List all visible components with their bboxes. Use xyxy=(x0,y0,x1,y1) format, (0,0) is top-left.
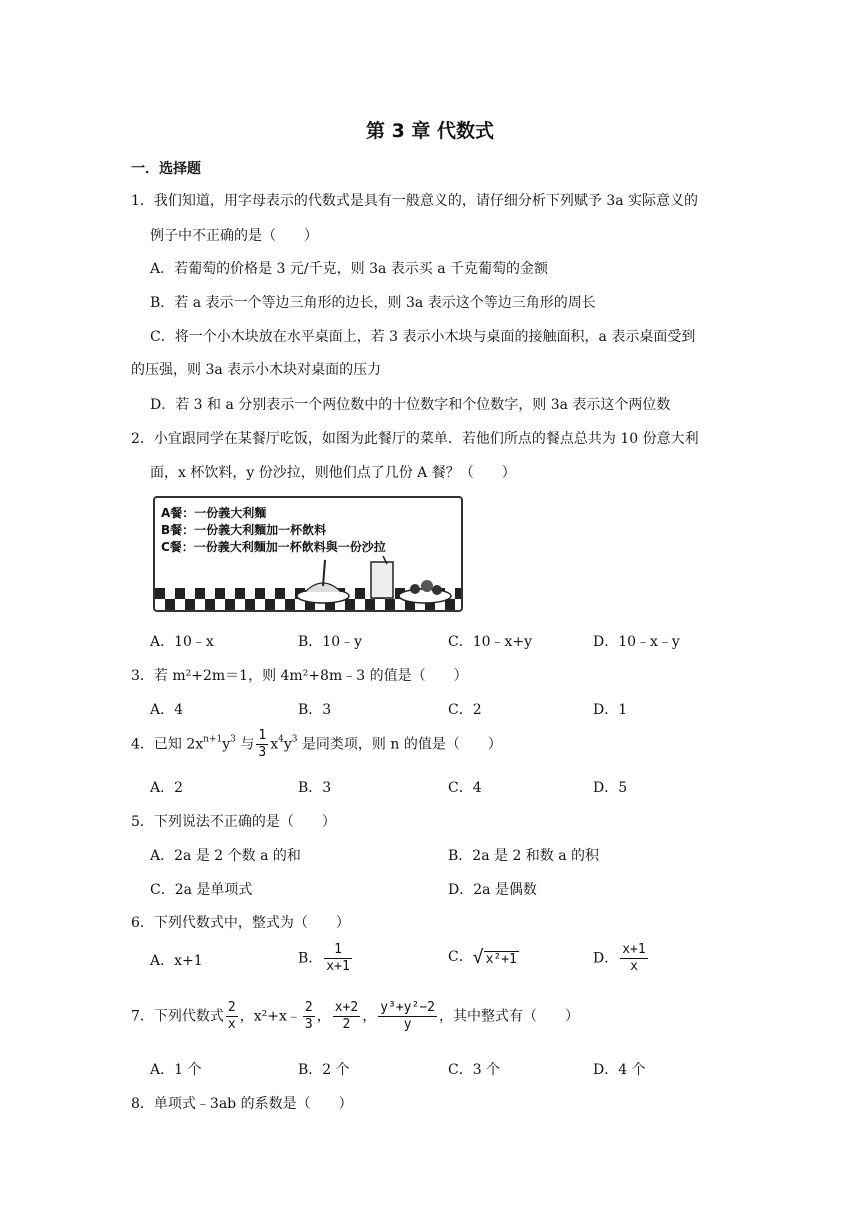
question-1-option-c-line1: C．将一个小木块放在水平桌面上，若 3 表示小木块与桌面的接触面积，a 表示桌面受到 xyxy=(150,329,696,345)
question-5-option-c: C．2a 是单项式 xyxy=(150,882,253,898)
question-7-option-a: A．1 个 xyxy=(150,1062,202,1078)
restaurant-menu-image xyxy=(153,496,463,612)
question-7-option-b: B．2 个 xyxy=(298,1062,350,1078)
question-1-option-d: D．若 3 和 a 分别表示一个两位数中的十位数字和个位数字，则 3a 表示这个两位数 xyxy=(150,397,671,413)
question-6-option-d: D． $\frac{x+1}{x}$ xyxy=(593,942,646,974)
question-4-option-c: C．4 xyxy=(448,780,482,796)
food-illustration xyxy=(295,556,455,606)
fraction-one-third: $\frac{1}{3}$ xyxy=(258,728,267,760)
question-2-option-b: B．10﹣y xyxy=(298,634,363,650)
question-5-option-b: B．2a 是 2 和数 a 的积 xyxy=(448,848,600,864)
question-1-option-a: A．若葡萄的价格是 3 元/千克，则 3a 表示买 a 千克葡萄的金额 xyxy=(150,261,549,277)
question-2-stem-line1: 2．小宜跟同学在某餐厅吃饭，如图为此餐厅的菜单．若他们所点的餐点总共为 10 份意大利 xyxy=(131,431,699,447)
question-6-option-c: C．√ x²+1 xyxy=(448,946,517,968)
section-heading: 一．选择题 xyxy=(131,161,201,177)
question-4-option-d: D．5 xyxy=(593,780,628,796)
question-2-stem-line2: 面，x 杯饮料，y 份沙拉，则他们点了几份 A 餐？（ ） xyxy=(150,465,516,481)
menu-line-a: A餐：一份義大利麵 xyxy=(161,506,267,520)
question-5-option-d: D．2a 是偶数 xyxy=(448,882,537,898)
question-6-option-a: A．x+1 xyxy=(150,953,203,969)
question-3-stem: 3．若 m²+2m＝1，则 4m²+8m﹣3 的值是（ ） xyxy=(131,668,468,684)
page-title: 第 3 章 代数式 xyxy=(365,120,495,142)
question-7-stem: 7．下列代数式 $\frac{2}{x}$ ，x²+x﹣ $\frac{2}{3}$ ， $\frac{x+2}{2}$ ， $\frac{\text{y³+y²−2}}{y}$ ，其中整式有（ ） xyxy=(131,1000,579,1032)
question-1-option-b: B．若 a 表示一个等边三角形的边长，则 3a 表示这个等边三角形的周长 xyxy=(150,295,596,311)
menu-line-b: B餐：一份義大利麵加一杯飲料 xyxy=(161,523,327,537)
question-2-option-c: C．10﹣x+y xyxy=(448,634,533,650)
square-root-expression: √ x²+1 xyxy=(472,946,517,968)
question-6-stem: 6．下列代数式中，整式为（ ） xyxy=(131,915,350,931)
menu-line-c: C餐：一份義大利麵加一杯飲料與一份沙拉 xyxy=(161,540,386,554)
question-3-option-a: A．4 xyxy=(150,702,184,718)
question-5-stem: 5．下列说法不正确的是（ ） xyxy=(131,814,336,830)
question-3-option-c: C．2 xyxy=(448,702,482,718)
question-7-option-c: C．3 个 xyxy=(448,1062,501,1078)
question-4-option-b: B．3 xyxy=(298,780,332,796)
question-3-option-b: B．3 xyxy=(298,702,332,718)
question-1-stem-line2: 例子中不正确的是（ ） xyxy=(150,228,318,244)
question-2-option-d: D．10﹣x﹣y xyxy=(593,634,680,650)
question-1-stem-line1: 1．我们知道，用字母表示的代数式是具有一般意义的，请仔细分析下列赋予 3a 实际意义的 xyxy=(131,193,699,209)
question-6-option-b: B． $\frac{1}{x+1}$ xyxy=(298,942,350,974)
question-7-option-d: D．4 个 xyxy=(593,1062,646,1078)
question-1-option-c-line2: 的压强，则 3a 表示小木块对桌面的压力 xyxy=(131,362,382,378)
question-5-option-a: A．2a 是 2 个数 a 的和 xyxy=(150,848,301,864)
question-4-stem: 4．已知 $2x^{n+1}y^3$ 与 $\frac{1}{3}$ $x^4y^3$ 是同类项，则 n 的值是（ ） xyxy=(131,728,502,760)
question-4-option-a: A．2 xyxy=(150,780,184,796)
question-2-option-a: A．10﹣x xyxy=(150,634,214,650)
question-8-stem: 8．单项式﹣3ab 的系数是（ ） xyxy=(131,1096,353,1112)
question-3-option-d: D．1 xyxy=(593,702,628,718)
